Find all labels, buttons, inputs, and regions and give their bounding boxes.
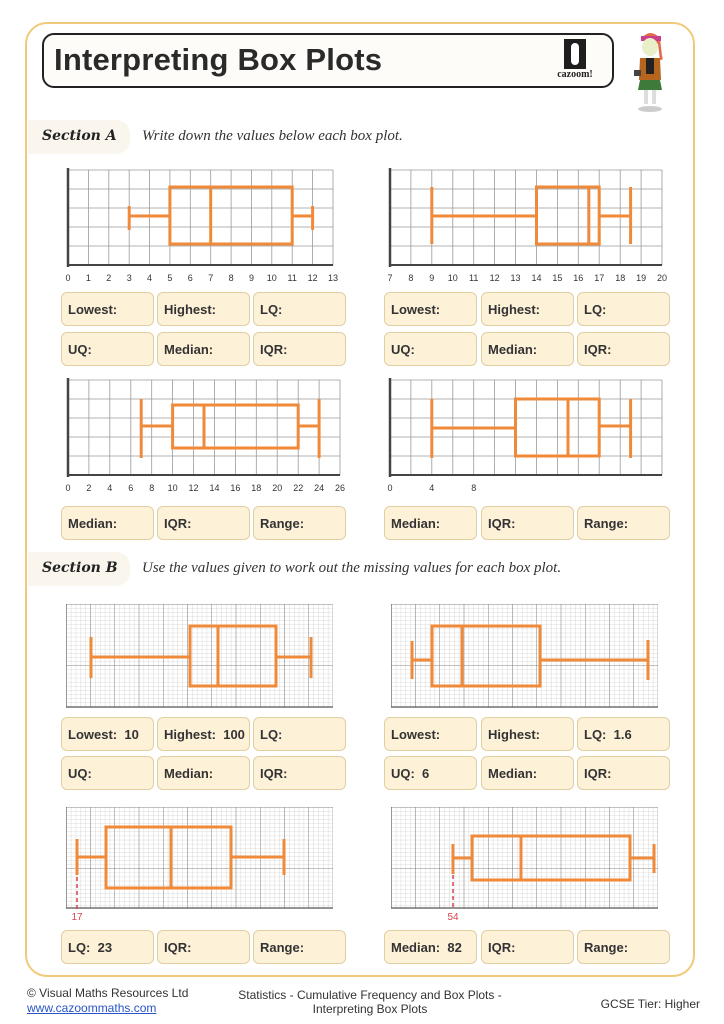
svg-text:11: 11	[469, 273, 479, 283]
svg-text:18: 18	[615, 273, 626, 283]
answer-box[interactable]: UQ:	[384, 332, 477, 366]
svg-text:8: 8	[149, 483, 155, 493]
topic-line-2: Interpreting Box Plots	[312, 1002, 428, 1016]
answer-box[interactable]: Highest:	[157, 292, 250, 326]
svg-text:4: 4	[146, 273, 153, 283]
svg-text:6: 6	[128, 483, 134, 493]
svg-text:18: 18	[251, 483, 262, 493]
box-plot-a2	[384, 168, 669, 288]
svg-text:19: 19	[636, 273, 647, 283]
answer-box[interactable]: IQR:	[157, 930, 250, 964]
section-a-label: Section A	[42, 128, 117, 144]
answer-box[interactable]: Lowest:	[61, 292, 154, 326]
svg-text:17: 17	[594, 273, 605, 283]
answer-box[interactable]: Median:	[157, 332, 250, 366]
box-plot-a3	[62, 378, 347, 498]
section-b-tag	[28, 552, 130, 586]
svg-text:1: 1	[85, 273, 91, 283]
svg-text:10: 10	[266, 273, 277, 283]
answer-box[interactable]: IQR:	[253, 756, 346, 790]
svg-text:11: 11	[287, 273, 297, 283]
footer-tier: GCSE Tier: Higher	[600, 997, 700, 1011]
svg-text:2: 2	[106, 273, 112, 283]
svg-text:6: 6	[187, 273, 193, 283]
answer-box[interactable]: Range:	[577, 930, 670, 964]
svg-text:3: 3	[126, 273, 132, 283]
lowest-marker-label: 17	[71, 912, 83, 923]
svg-text:0: 0	[65, 273, 71, 283]
answer-box[interactable]: UQ:	[61, 756, 154, 790]
svg-text:15: 15	[552, 273, 563, 283]
box-plot-a4	[384, 378, 669, 498]
svg-text:0: 0	[65, 483, 71, 493]
svg-text:12: 12	[307, 273, 318, 283]
answer-box[interactable]: IQR:	[481, 930, 574, 964]
box-plot-b4	[391, 807, 663, 927]
svg-text:2: 2	[86, 483, 92, 493]
svg-text:10: 10	[447, 273, 458, 283]
topic-line-1: Statistics - Cumulative Frequency and Box Plots -	[238, 988, 502, 1002]
svg-text:8: 8	[228, 273, 234, 283]
cazoom-logo	[550, 39, 600, 85]
answer-box[interactable]: LQ: 1.6	[577, 717, 670, 751]
box-plot-b1	[66, 604, 338, 714]
footer-topic	[230, 988, 510, 1016]
answer-box[interactable]: IQR:	[577, 332, 670, 366]
page-title: Interpreting Box Plots	[54, 42, 383, 77]
answer-box[interactable]: LQ:	[253, 717, 346, 751]
mascot-illustration	[630, 30, 670, 112]
answer-box[interactable]: Range:	[253, 506, 346, 540]
answer-box[interactable]: LQ: 23	[61, 930, 154, 964]
box-plot-a1	[62, 168, 342, 288]
answer-box[interactable]: Median: 82	[384, 930, 477, 964]
svg-text:7: 7	[208, 273, 214, 283]
answer-box[interactable]: IQR:	[157, 506, 250, 540]
website-link[interactable]: www.cazoommaths.com	[27, 1001, 157, 1015]
svg-text:8: 8	[408, 273, 414, 283]
answer-box[interactable]: Lowest:	[384, 292, 477, 326]
box-plot-b3	[66, 807, 338, 927]
svg-text:9: 9	[429, 273, 435, 283]
svg-text:12: 12	[489, 273, 500, 283]
svg-text:16: 16	[230, 483, 241, 493]
svg-text:16: 16	[573, 273, 584, 283]
svg-text:8: 8	[471, 483, 477, 493]
svg-text:7: 7	[387, 273, 393, 283]
answer-box[interactable]: LQ:	[253, 292, 346, 326]
logo-glass-icon	[564, 39, 586, 69]
svg-text:4: 4	[429, 483, 435, 493]
section-a-tag	[28, 120, 130, 154]
answer-box[interactable]: Median:	[61, 506, 154, 540]
answer-box[interactable]: Median:	[384, 506, 477, 540]
answer-box[interactable]: Highest:	[481, 717, 574, 751]
svg-text:24: 24	[314, 483, 325, 493]
svg-text:9: 9	[248, 273, 255, 283]
copyright-text: © Visual Maths Resources Ltd	[27, 986, 189, 1000]
svg-text:4: 4	[107, 483, 113, 493]
lowest-marker-label: 54	[447, 912, 459, 923]
svg-text:5: 5	[167, 273, 173, 283]
svg-text:22: 22	[293, 483, 304, 493]
answer-box[interactable]: Lowest:	[384, 717, 477, 751]
svg-text:20: 20	[656, 273, 668, 283]
answer-box[interactable]: Highest: 100	[157, 717, 250, 751]
title-banner	[42, 33, 614, 88]
answer-box[interactable]: LQ:	[577, 292, 670, 326]
svg-text:14: 14	[209, 483, 220, 493]
logo-text: cazoom!	[557, 69, 593, 80]
svg-text:20: 20	[272, 483, 283, 493]
svg-text:26: 26	[334, 483, 346, 493]
answer-box[interactable]: Median:	[481, 332, 574, 366]
svg-text:13: 13	[327, 273, 339, 283]
answer-box[interactable]: Range:	[253, 930, 346, 964]
answer-box[interactable]: UQ: 6	[384, 756, 477, 790]
answer-box[interactable]: Highest:	[481, 292, 574, 326]
answer-box[interactable]: UQ:	[61, 332, 154, 366]
svg-text:13: 13	[510, 273, 521, 283]
section-b-instruction: Use the values given to work out the missing values for each box plot.	[142, 560, 562, 576]
answer-box[interactable]: Median:	[481, 756, 574, 790]
svg-text:12: 12	[188, 483, 199, 493]
box-plot-b2	[391, 604, 663, 714]
section-b-label: Section B	[42, 560, 118, 576]
footer-copyright	[27, 986, 188, 1016]
answer-box[interactable]: Lowest: 10	[61, 717, 154, 751]
svg-text:0: 0	[387, 483, 393, 493]
answer-box[interactable]: IQR:	[253, 332, 346, 366]
answer-box[interactable]: IQR:	[481, 506, 574, 540]
section-a-instruction: Write down the values below each box plot.	[142, 128, 403, 144]
svg-text:14: 14	[531, 273, 542, 283]
answer-box[interactable]: Range:	[577, 506, 670, 540]
svg-text:10: 10	[167, 483, 178, 493]
answer-box[interactable]: Median:	[157, 756, 250, 790]
answer-box[interactable]: IQR:	[577, 756, 670, 790]
